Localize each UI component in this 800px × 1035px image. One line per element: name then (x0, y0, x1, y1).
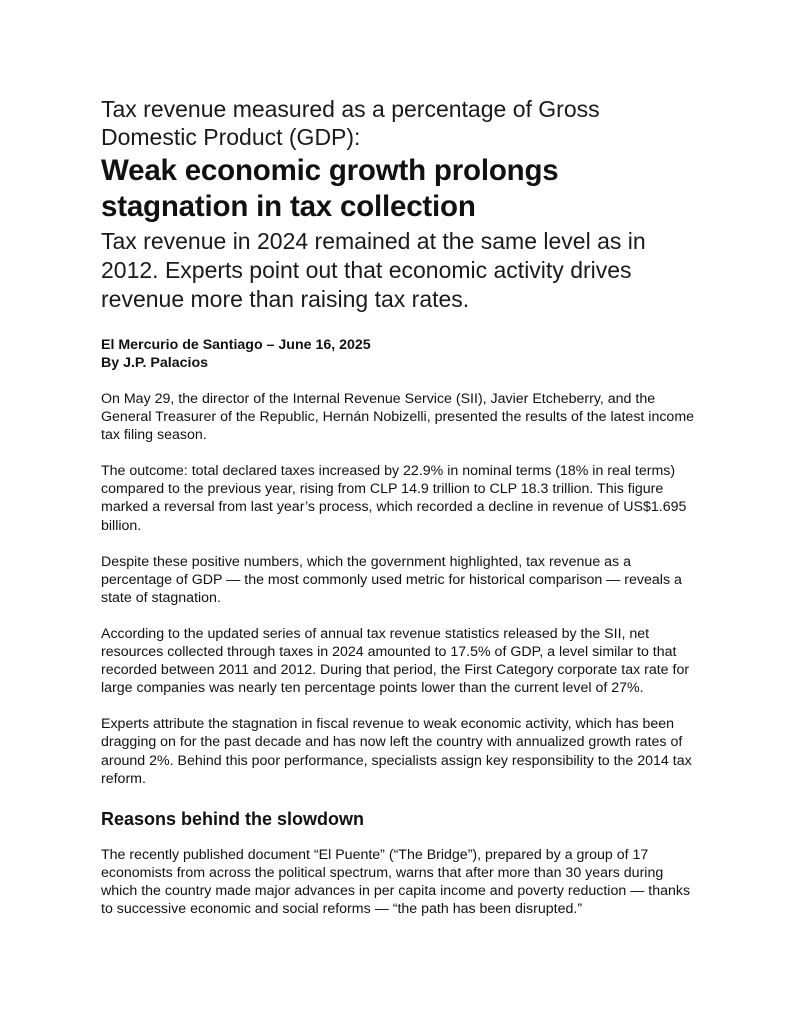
body-paragraph: Despite these positive numbers, which the government highlighted, tax revenue as a percentage of GDP — the most commonly used metric for historical comparison — reveals a state of stagnation. (101, 553, 682, 606)
author-line: By J.P. Palacios (101, 355, 209, 371)
body-paragraph: The recently published document “El Puente” (“The Bridge”), prepared by a group of 17 economists from across the political spectrum, warns that after more than 30 years during which the country made major advances in per capita income and poverty reduction — thanks to successive economic and social reforms — “the path has been disrupted.” (101, 846, 691, 917)
article (101, 95, 701, 918)
article-kicker: Tax revenue measured as a percentage of Gross Domestic Product (GDP): (101, 96, 600, 150)
byline (101, 336, 701, 372)
body-paragraph: Experts attribute the stagnation in fiscal revenue to weak economic activity, which has been dragging on for the past decade and has now left the country with annualized growth rates of around 2%. Behind this poor performance, specialists assign key responsibility to the 2014 tax reform. (101, 716, 692, 787)
article-headline: Weak economic growth prolongs stagnation in tax collection (101, 154, 559, 223)
source-line: El Mercurio de Santiago – June 16, 2025 (101, 337, 371, 353)
body-paragraph: According to the updated series of annual tax revenue statistics released by the SII, net resources collected through taxes in 2024 amounted to 17.5% of GDP, a level similar to that recorded between 2011 and 2012. During that period, the First Category corporate tax rate for large companies was nearly ten percentage points lower than the current level of 27%. (101, 625, 690, 697)
section-subheading: Reasons behind the slowdown (101, 808, 365, 829)
article-dek: Tax revenue in 2024 remained at the same level as in 2012. Experts point out that economic activity drives revenue more than raising tax rates. (101, 228, 646, 312)
body-paragraph: On May 29, the director of the Internal Revenue Service (SII), Javier Etcheberry, and the General Treasurer of the Republic, Hernán Nobizelli, presented the results of the latest income tax filing season. (101, 391, 695, 444)
body-paragraph: The outcome: total declared taxes increased by 22.9% in nominal terms (18% in real terms) compared to the previous year, rising from CLP 14.9 trillion to CLP 18.3 trillion. This figure marked a reversal from last year’s process, which recorded a decline in revenue of US$1.695 billion. (101, 463, 687, 534)
